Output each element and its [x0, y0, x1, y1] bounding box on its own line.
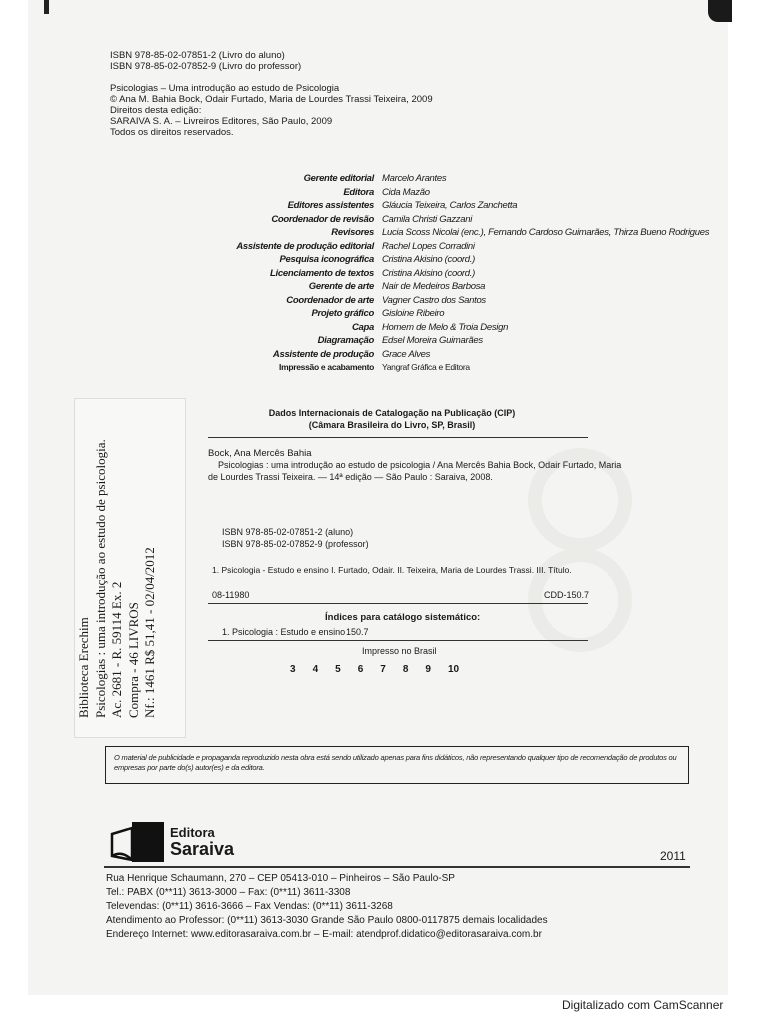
credit-row [180, 226, 709, 240]
print-run-number: 10 [447, 664, 460, 675]
print-run-number: 8 [402, 664, 409, 675]
credits-list [180, 172, 709, 375]
copyright-line: Psicologias – Uma introdução ao estudo de Psicologia [110, 83, 340, 94]
credit-role: Pesquisa iconográfica [279, 254, 374, 265]
cip-code: 08-11980 [212, 590, 250, 600]
credit-role: Licenciamento de textos [270, 267, 374, 279]
credit-name: Homem de Melo & Troia Design [382, 321, 509, 333]
credit-role: Coordenador de arte [286, 294, 374, 306]
footer-line: Rua Henrique Schaumann, 270 – CEP 05413-010 – Pinheiros – São Paulo-SP [106, 873, 455, 884]
credit-name: Cristina Akisino (coord.) [382, 267, 475, 279]
credit-name: Lucia Scoss Nicolai (enc.), Fernando Cardoso Guimarães, Thirza Bueno Rodrigues [382, 227, 710, 238]
credit-row [180, 199, 709, 213]
credit-name: Edsel Moreira Guimarães [382, 335, 483, 346]
logo-line: Editora [170, 824, 215, 840]
stamp-line: Ac. 2681 - R. 59114 Ex. 2 [109, 581, 124, 718]
cip-isbn: ISBN 978-85-02-07851-2 (aluno) [222, 527, 354, 537]
credit-role: Revisores [331, 227, 374, 238]
index-title: Índices para catálogo sistemático: [325, 612, 481, 623]
publisher-address [106, 872, 548, 942]
print-run-number: 9 [425, 664, 431, 675]
divider [208, 640, 588, 641]
disclaimer-text: O material de publicidade e propaganda reproduzido nesta obra está sendo utilizado apenas para fins didáticos, não representando qualquer tipo de recomendação de produtos ou empresas por parte do(s) autor(es) e da editora. [114, 753, 677, 772]
cip-author: Bock, Ana Mercês Bahia [208, 448, 312, 459]
cip-subtitle: (Câmara Brasileira do Livro, SP, Brasil) [308, 420, 476, 430]
print-run-number: 7 [380, 664, 386, 675]
credit-name: Rachel Lopes Corradini [382, 240, 475, 252]
credit-role: Editores assistentes [287, 200, 374, 211]
index-value: 150.7 [346, 627, 369, 637]
credit-row [180, 307, 709, 321]
divider [208, 603, 588, 604]
divider [208, 437, 588, 438]
credit-name: Gisloine Ribeiro [382, 308, 445, 319]
credit-role: Capa [351, 321, 374, 333]
footer-line: Tel.: PABX (0**11) 3613-3000 – Fax: (0**11) 3611-3308 [106, 887, 351, 898]
credit-role: Diagramação [317, 335, 374, 346]
disclaimer-box [105, 746, 689, 784]
credit-row [180, 186, 709, 200]
footer-line: Televendas: (0**11) 3616-3666 – Fax Vendas: (0**11) 3611-3268 [106, 901, 393, 912]
credit-name: Grace Alves [382, 348, 431, 360]
credit-role: Coordenador de revisão [271, 213, 374, 225]
printed-in: Impresso no Brasil [362, 646, 437, 656]
cip-subjects: 1. Psicologia - Estudo e ensino I. Furtado, Odair. II. Teixeira, Maria de Lourdes Trassi. III. Título. [212, 565, 572, 575]
credit-role: Gerente editorial [303, 173, 374, 184]
print-run-number: 3 [290, 664, 296, 675]
bleed-through-artwork [520, 440, 640, 682]
isbn-line: ISBN 978-85-02-07851-2 (Livro do aluno) [110, 50, 285, 61]
credit-name: Yangraf Gráfica e Editora [382, 362, 470, 372]
isbn-line: ISBN 978-85-02-07852-9 (Livro do professor) [110, 61, 302, 72]
credit-row [180, 172, 709, 186]
credit-role: Editora [343, 186, 374, 198]
cip-description: Psicologias : uma introdução ao estudo de psicologia / Ana Mercês Bahia Bock, Odair Furtado, Maria [218, 460, 622, 470]
credit-row [180, 280, 709, 294]
scanner-watermark: Digitalizado com CamScanner [562, 998, 724, 1012]
credit-name: Cristina Akisino (coord.) [382, 254, 475, 265]
book-logo-icon [110, 820, 166, 864]
credit-name: Camila Christi Gazzani [382, 213, 473, 225]
stamp-line: Compra - 46 LIVROS [125, 602, 141, 718]
credit-role: Impressão e acabamento [279, 362, 374, 372]
print-run-numbers [290, 664, 459, 675]
credit-row [180, 348, 709, 362]
copyright-line: Todos os direitos reservados. [110, 127, 234, 138]
credit-row [180, 334, 709, 348]
copyright-line: SARAIVA S. A. – Livreiros Editores, São Paulo, 2009 [110, 116, 333, 127]
print-run-number: 6 [357, 664, 364, 675]
credit-name: Vagner Castro dos Santos [382, 294, 486, 306]
print-run-number: 5 [335, 664, 341, 675]
scan-corner-mark [708, 0, 732, 22]
publication-year: 2011 [660, 849, 686, 863]
scan-edge-mark [44, 0, 49, 14]
cip-title: Dados Internacionais de Catalogação na Publicação (CIP) [268, 408, 516, 418]
stamp-line: Biblioteca Erechim [76, 617, 91, 718]
credit-role: Assistente de produção [272, 348, 374, 360]
print-run-number: 4 [312, 664, 319, 675]
credit-role: Gerente de arte [308, 281, 374, 292]
index-entry: 1. Psicologia : Estudo e ensino [222, 627, 346, 637]
copyright-line: © Ana M. Bahia Bock, Odair Furtado, Maria de Lourdes Trassi Teixeira, 2009 [110, 94, 433, 105]
credit-name: Cida Mazão [382, 186, 430, 198]
credit-row [180, 240, 709, 254]
copyright-line: Direitos desta edição: [110, 105, 202, 116]
credit-row [180, 294, 709, 308]
credit-row [180, 253, 709, 267]
credit-role: Assistente de produção editorial [236, 240, 374, 252]
stamp-line: Psicologias : uma introdução ao estudo de psicologia. [92, 439, 108, 718]
credit-row [180, 267, 709, 281]
credit-name: Marcelo Arantes [382, 173, 447, 184]
divider [104, 866, 690, 868]
credit-row [180, 213, 709, 227]
credit-name: Nair de Medeiros Barbosa [382, 281, 486, 292]
credit-name: Gláucia Teixeira, Carlos Zanchetta [382, 200, 518, 211]
cip-isbn: ISBN 978-85-02-07852-9 (professor) [222, 539, 369, 549]
credit-row [180, 321, 709, 335]
footer-line: Atendimento ao Professor: (0**11) 3613-3030 Grande São Paulo 0800-0117875 demais localidades [106, 915, 548, 926]
stamp-line: Nf.: 1461 R$ 51,41 - 02/04/2012 [142, 547, 157, 718]
credit-role: Projeto gráfico [311, 308, 374, 319]
footer-line: Endereço Internet: www.editorasaraiva.com.br – E-mail: atendprof.didatico@editorasaraiva.com.br [106, 929, 542, 940]
cip-description: de Lourdes Trassi Teixeira. — 14ª edição — São Paulo : Saraiva, 2008. [208, 472, 493, 482]
logo-line: Saraiva [170, 838, 235, 859]
credit-row [180, 361, 709, 375]
saraiva-logo [110, 820, 234, 864]
library-label-text [76, 398, 159, 718]
cip-cdd: CDD-150.7 [544, 590, 590, 600]
